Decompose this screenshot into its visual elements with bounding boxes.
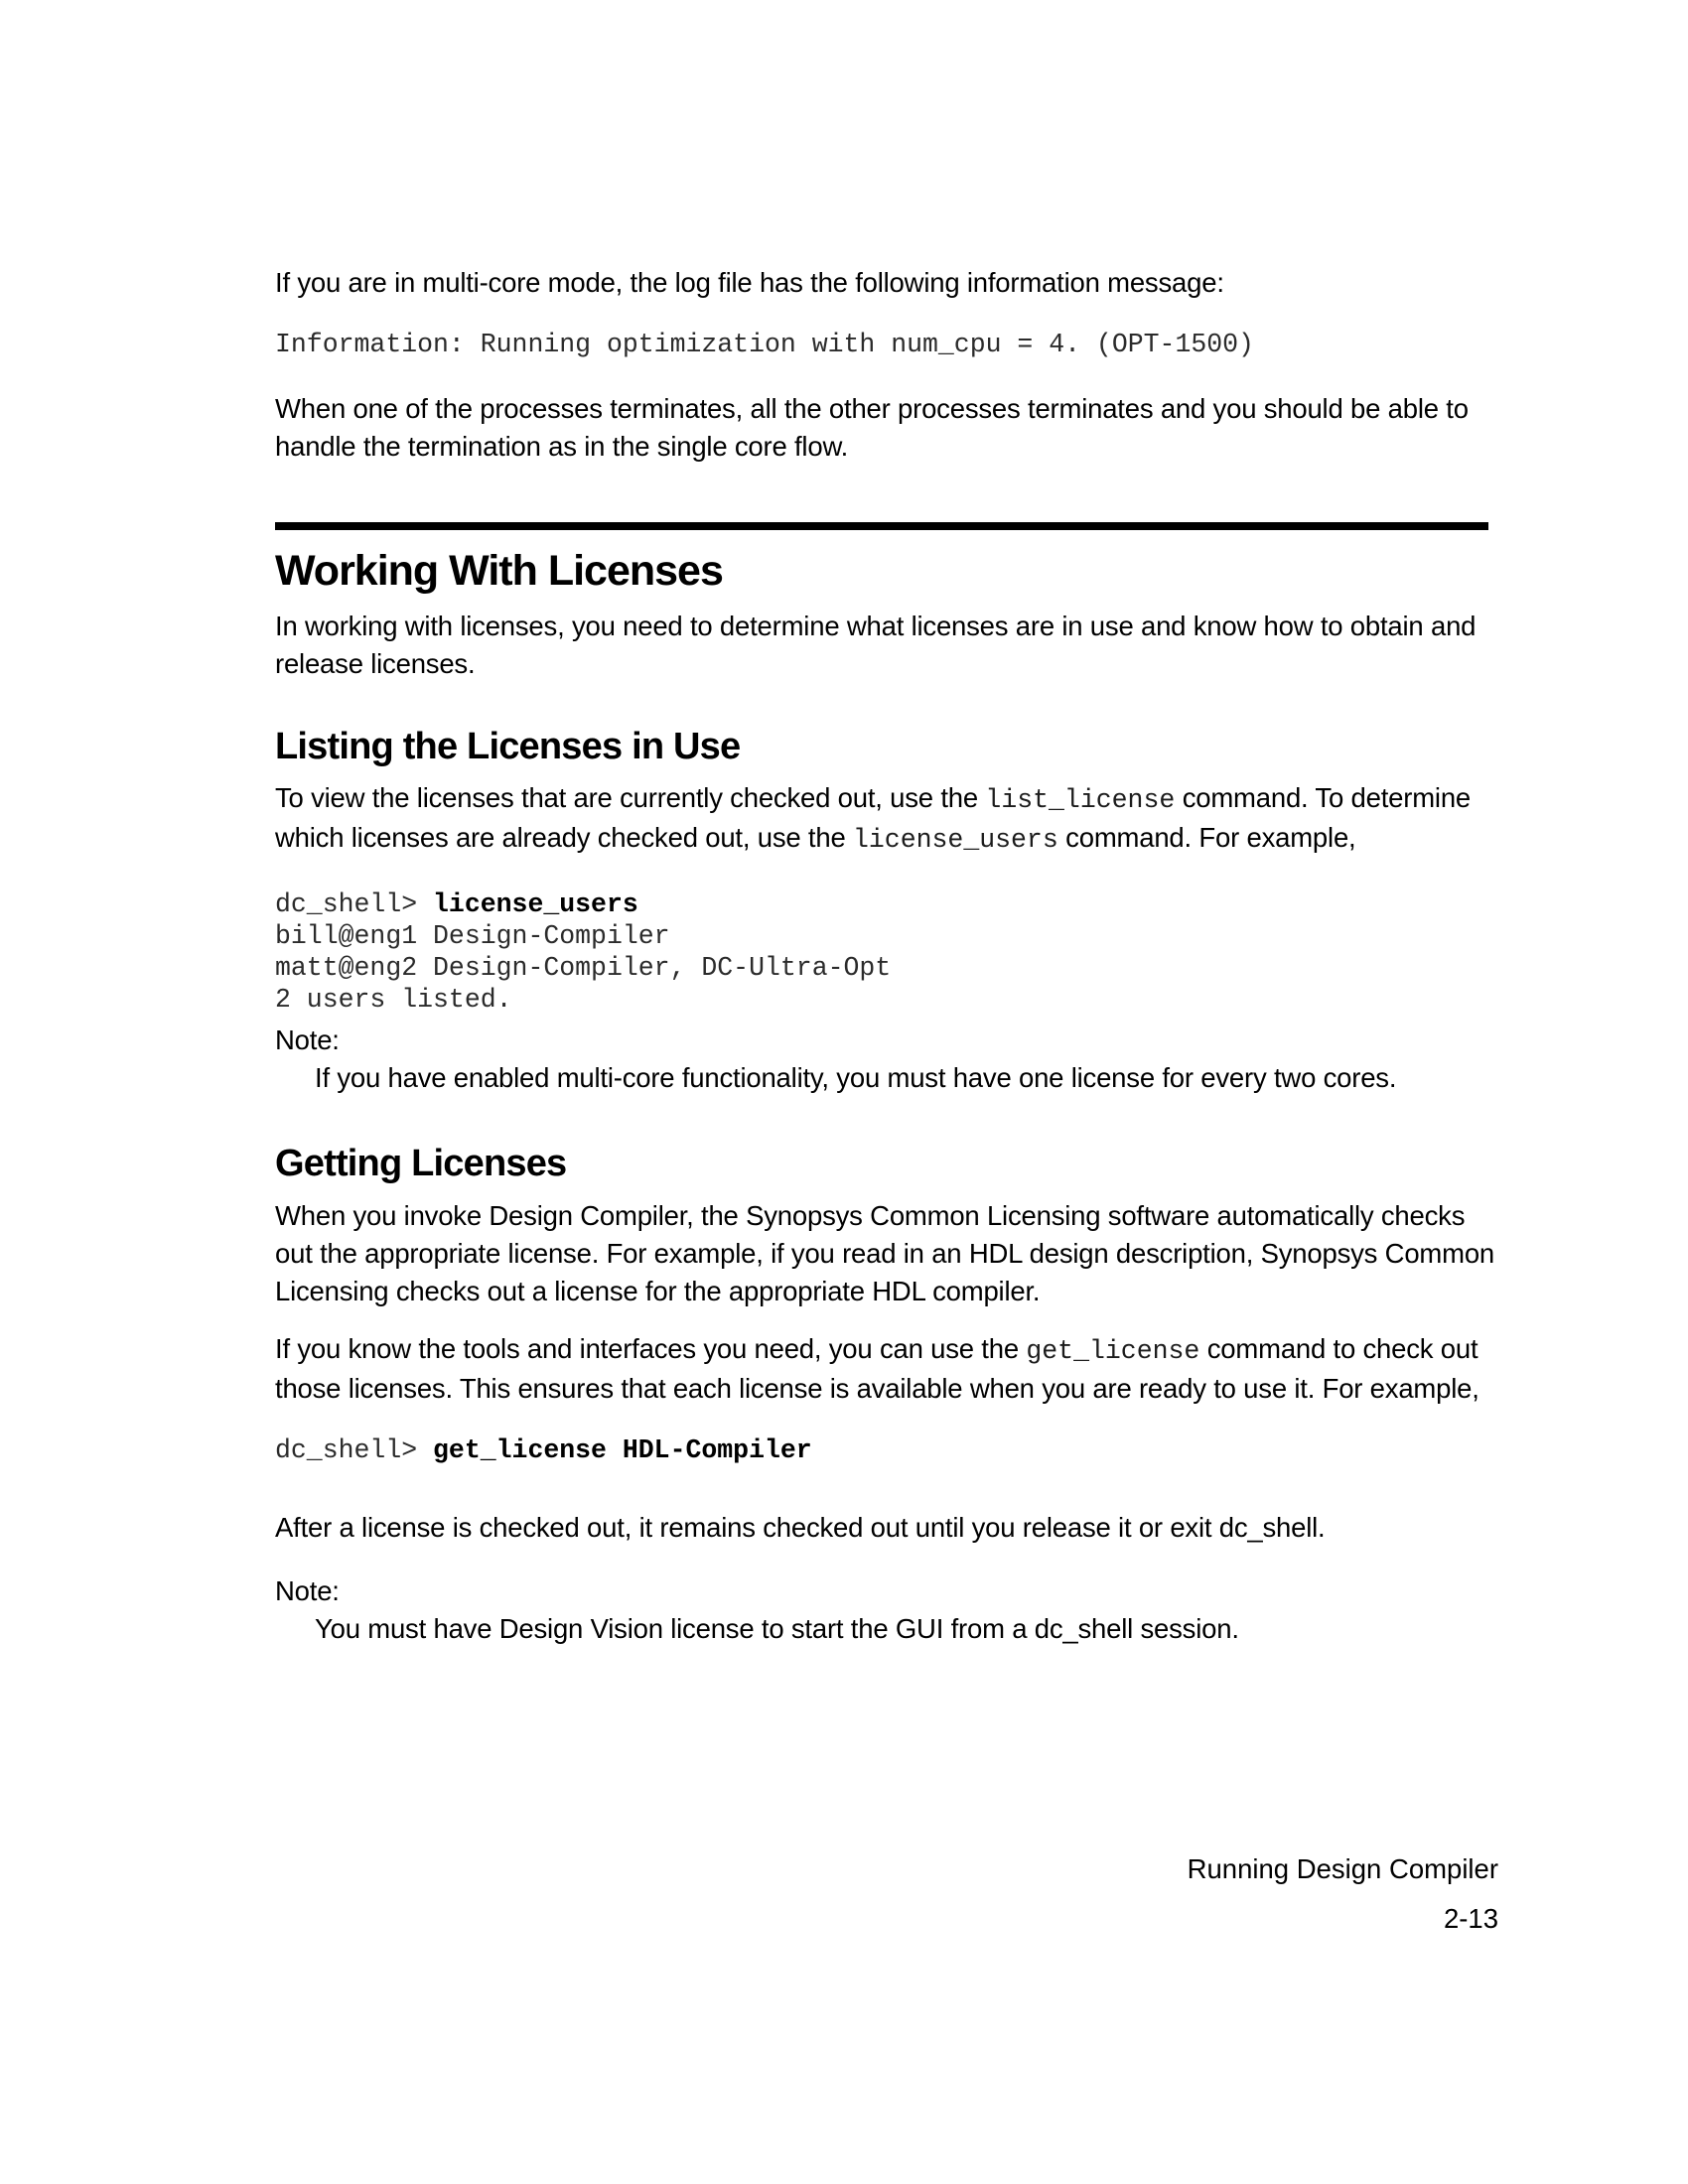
paragraph-know-tools bbox=[275, 1330, 1498, 1408]
page-footer bbox=[275, 1850, 1498, 1938]
code-line-shell-prompt bbox=[275, 888, 1498, 920]
text-segment: command to check out those licenses. This ensures that each license is available when you are ready to use it. For example, bbox=[275, 1333, 1479, 1404]
page-content bbox=[275, 0, 1498, 1938]
code-block-get-license bbox=[275, 1434, 1498, 1466]
text-segment: command. To determine which licenses are already checked out, use the bbox=[275, 782, 1472, 853]
text-segment: If you know the tools and interfaces you need, you can use the bbox=[275, 1333, 1027, 1364]
paragraph-invoke-compiler: When you invoke Design Compiler, the Synopsys Common Licensing software automatically checks out the appropriate license. For example, if you read in an HDL design description, Synopsys Common Licensing checks out a license for the appropriate HDL compiler. bbox=[275, 1200, 1495, 1306]
note-label: Note: bbox=[275, 1575, 340, 1606]
code-block-license-users bbox=[275, 888, 1498, 1016]
inline-code-get-license: get_license bbox=[1026, 1336, 1200, 1366]
text-segment: To view the licenses that are currently checked out, use the bbox=[275, 782, 986, 813]
inline-code-license-users: license_users bbox=[853, 825, 1058, 855]
shell-command: license_users bbox=[433, 889, 638, 919]
heading-listing-licenses: Listing the Licenses in Use bbox=[275, 726, 741, 767]
code-line-output: bill@eng1 Design-Compiler bbox=[275, 921, 670, 951]
paragraph-listing-licenses bbox=[275, 779, 1498, 859]
code-line-info-message: Information: Running optimization with num_cpu = 4. (OPT-1500) bbox=[275, 330, 1254, 359]
paragraph-multicore-log: If you are in multi-core mode, the log file has the following information message: bbox=[275, 267, 1224, 298]
code-line-shell-prompt bbox=[275, 1434, 1498, 1466]
text-segment: command. For example, bbox=[1057, 822, 1356, 853]
inline-code-list-license: list_license bbox=[985, 785, 1176, 815]
note-label: Note: bbox=[275, 1024, 340, 1055]
code-line-output: matt@eng2 Design-Compiler, DC-Ultra-Opt bbox=[275, 953, 892, 983]
note-block bbox=[275, 1572, 1498, 1648]
note-text: You must have Design Vision license to start the GUI from a dc_shell session. bbox=[315, 1613, 1239, 1644]
heading-working-with-licenses: Working With Licenses bbox=[275, 547, 723, 595]
paragraph-working-intro: In working with licenses, you need to determine what licenses are in use and know how to obtain and release licenses. bbox=[275, 611, 1477, 679]
footer-page-number: 2-13 bbox=[1443, 1903, 1498, 1934]
note-text: If you have enabled multi-core functionality, you must have one license for every two cores. bbox=[315, 1062, 1397, 1093]
shell-command: get_license HDL-Compiler bbox=[433, 1435, 812, 1465]
paragraph-process-terminate: When one of the processes terminates, all the other processes terminates and you should be able to handle the termination as in the single core flow. bbox=[275, 393, 1469, 462]
footer-chapter-title: Running Design Compiler bbox=[1187, 1853, 1498, 1884]
note-block bbox=[275, 1022, 1498, 1097]
section-divider-rule bbox=[275, 522, 1488, 530]
shell-prompt: dc_shell> bbox=[275, 1435, 434, 1465]
shell-prompt: dc_shell> bbox=[275, 889, 434, 919]
heading-getting-licenses: Getting Licenses bbox=[275, 1143, 567, 1184]
code-line-output: 2 users listed. bbox=[275, 985, 512, 1015]
paragraph-after-checkout: After a license is checked out, it remains checked out until you release it or exit dc_shell. bbox=[275, 1512, 1326, 1543]
